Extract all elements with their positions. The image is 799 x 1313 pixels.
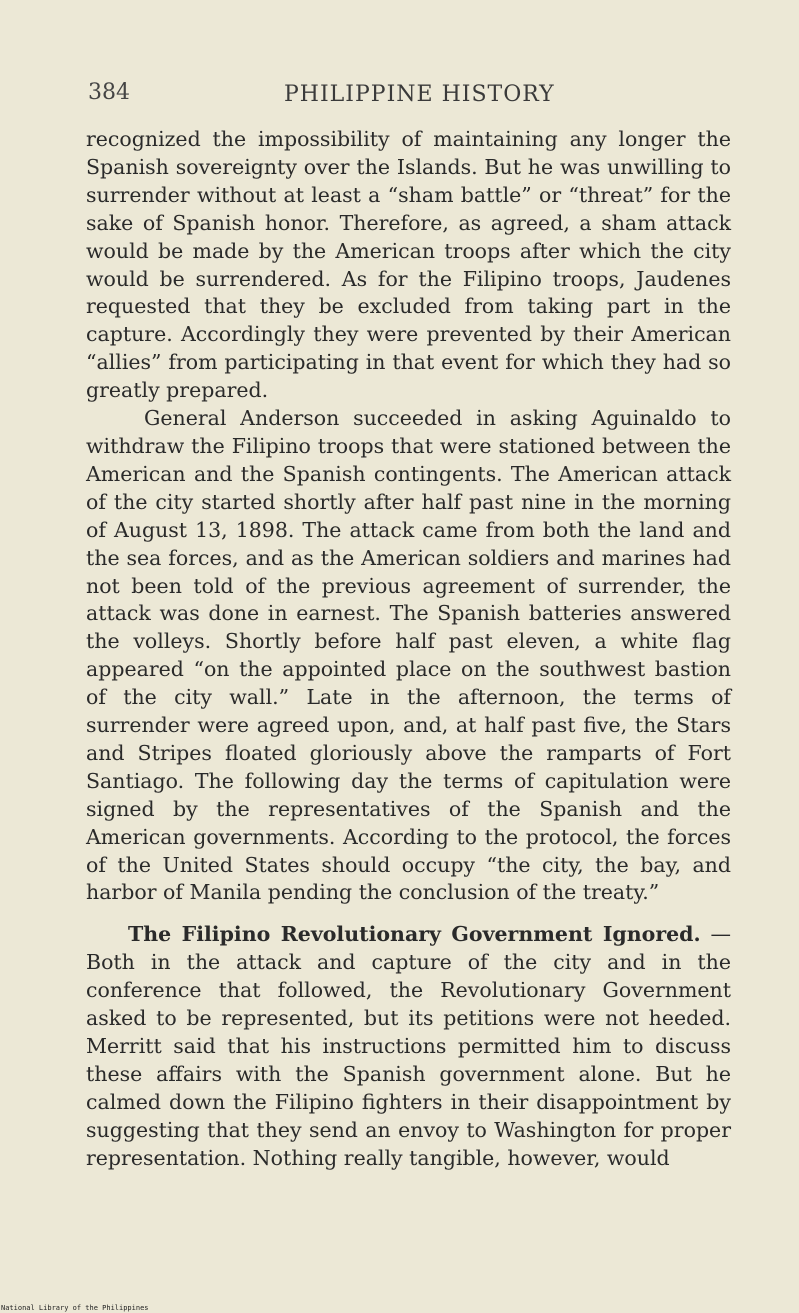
page-number: 384: [88, 80, 130, 105]
paragraph-anderson: General Anderson succeeded in asking Aguinaldo to withdraw the Filipino troops that were stationed between the American and the Spanish contingents. The American attack of the city started shortly after half past nine in the morning of August 13, 1898. The attack came from both the land and the sea forces, and as the American soldiers and marines had not been told of the previous agreement of surrender, the attack was done in earnest. The Spanish batteries answered the volleys. Shortly before half past eleven, a white flag appeared “on the appointed place on the southwest bastion of the city wall.” Late in the afternoon, the terms of surrender were agreed upon, and, at half past five, the Stars and Stripes floated gloriously above the ramparts of Fort Santiago. The following day the terms of capitulation were signed by the representatives of the Spanish and the American governments. According to the protocol, the forces of the United States should occupy “the city, the bay, and harbor of Manila pending the conclusion of the treaty.”: [86, 406, 731, 905]
section-text: Both in the attack and capture of the city and in the conference that followed, the Revolutionary Government asked to be represented, but its petitions were not heeded. Merritt said that his instructions permitted him to discuss these affairs with the Spanish government alone. But he calmed down the Filipino fighters in their disappointment by suggesting that they send an envoy to Washington for proper representation. Nothing really tangible, however, would: [86, 950, 731, 1170]
page-header: [88, 80, 728, 110]
paragraph-continuation: recognized the impossibility of maintaining any longer the Spanish sovereignty over the Islands. But he was unwilling to surrender without at least a “sham battle” or “threat” for the sake of Spanish honor. Therefore, as agreed, a sham attack would be made by the American troops after which the city would be surrendered. As for the Filipino troops, Jaudenes requested that they be excluded from taking part in the capture. Accordingly they were prevented by their American “allies” from participating in that event for which they had so greatly prepared.: [86, 127, 731, 403]
library-credit: National Library of the Philippines: [1, 1304, 149, 1312]
section-paragraph: [86, 921, 731, 1172]
section-dash: —: [700, 922, 731, 947]
running-title: PHILIPPINE HISTORY: [284, 82, 555, 107]
section-heading: The Filipino Revolutionary Government Ignored.: [128, 922, 701, 947]
body-text: [86, 126, 731, 1173]
